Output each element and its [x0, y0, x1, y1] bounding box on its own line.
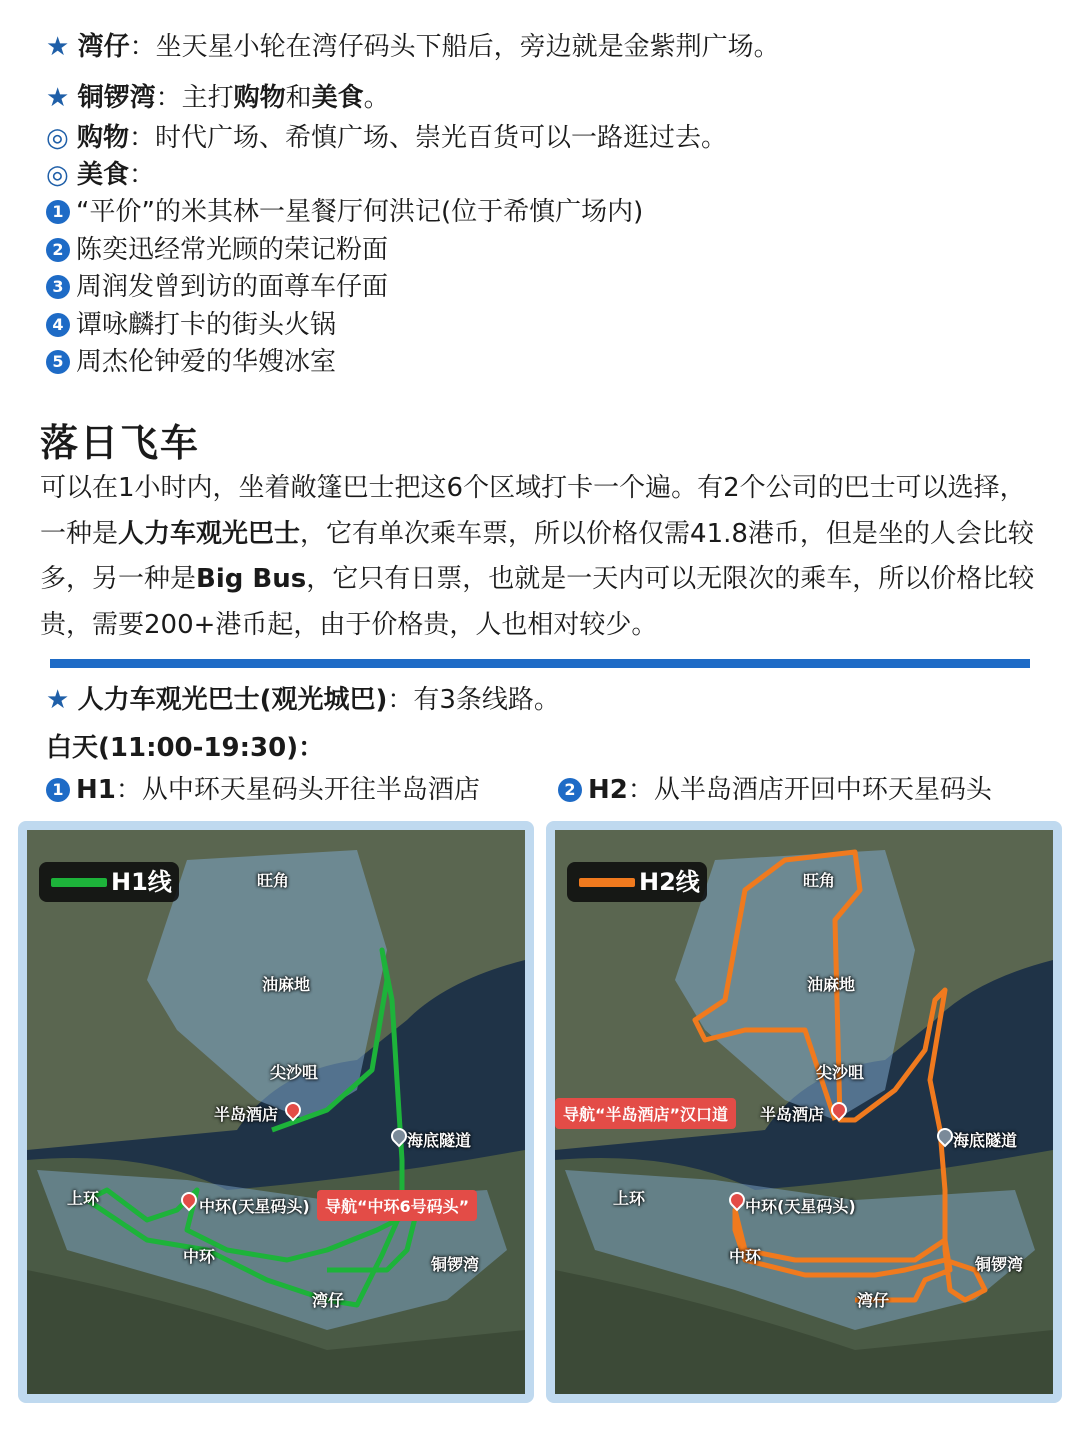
place-label: 中环	[729, 1247, 762, 1266]
bus-heading: ★ 人力车观光巴士(观光城巴)：有3条线路。	[46, 685, 560, 715]
number-badge-icon: 1	[46, 778, 70, 802]
food-item: 5 周杰伦钟爱的华嫂冰室	[46, 347, 336, 378]
intro-food: ◎ 美食：	[46, 160, 155, 190]
map-legend: H2线	[567, 862, 707, 902]
place-label: 湾仔	[312, 1291, 345, 1310]
star-icon: ★	[46, 83, 70, 113]
intro-shopping: ◎ 购物：时代广场、希慎广场、崇光百货可以一路逛过去。	[46, 123, 727, 153]
number-badge-icon: 4	[46, 313, 70, 337]
place-label: 中环(天星码头)	[745, 1197, 856, 1216]
place-label: 上环	[613, 1189, 646, 1208]
circle-bullet-icon: ◎	[46, 123, 69, 153]
food-item: 4 谭咏麟打卡的街头火锅	[46, 310, 336, 341]
place-label: 海底隧道	[953, 1131, 1018, 1150]
food-item: 2 陈奕迅经常光顾的荣记粉面	[46, 235, 388, 266]
food-item: 1 “平价”的米其林一星餐厅何洪记(位于希慎广场内)	[46, 197, 643, 228]
map-h2[interactable]	[546, 821, 1062, 1403]
place-label: 铜锣湾	[975, 1255, 1024, 1274]
number-badge-icon: 2	[558, 778, 582, 802]
place-label: 旺角	[803, 871, 836, 890]
place-label: 尖沙咀	[270, 1063, 319, 1082]
route-h2: 2 H2：从半岛酒店开回中环天星码头	[558, 775, 992, 806]
place-label: 中环(天星码头)	[199, 1197, 310, 1216]
map-legend: H1线	[39, 862, 179, 902]
place-label: 海底隧道	[407, 1131, 472, 1150]
circle-bullet-icon: ◎	[46, 160, 69, 190]
number-badge-icon: 1	[46, 200, 70, 224]
place-label: 半岛酒店	[760, 1105, 825, 1124]
number-badge-icon: 5	[46, 350, 70, 374]
nav-tag: 导航“中环6号码头”	[317, 1190, 477, 1221]
map-h1[interactable]	[18, 821, 534, 1403]
intro-cwb: ★ 铜锣湾：主打购物和美食。	[46, 83, 390, 113]
place-label: 油麻地	[262, 975, 311, 994]
place-label: 湾仔	[857, 1291, 890, 1310]
section-paragraph: 可以在1小时内，坐着敞篷巴士把这6个区域打卡一个遍。有2个公司的巴士可以选择，一种是人力车观光巴士，它有单次乘车票，所以价格仅需41.8港币，但是坐的人会比较多，另一种是Big Bus，它只有日票，也就是一天内可以无限次的乘车，所以价格比较贵，需要200+港币起，由于价格贵，人也相对较少。	[40, 473, 1035, 640]
star-icon: ★	[46, 32, 70, 62]
star-icon: ★	[46, 685, 70, 715]
place-label: 上环	[67, 1189, 100, 1208]
daytime-label: 白天(11:00-19:30)：	[46, 733, 325, 763]
food-item: 3 周润发曾到访的面尊车仔面	[46, 272, 388, 303]
divider	[50, 659, 1030, 668]
intro-wanchai: ★ 湾仔：坐天星小轮在湾仔码头下船后，旁边就是金紫荆广场。	[46, 32, 780, 62]
place-label: 半岛酒店	[214, 1105, 279, 1124]
route-h1: 1 H1：从中环天星码头开往半岛酒店	[46, 775, 480, 806]
section-title: 落日飞车	[40, 421, 201, 465]
number-badge-icon: 2	[46, 238, 70, 262]
place-label: 铜锣湾	[431, 1255, 480, 1274]
nav-tag: 导航“半岛酒店”汉口道	[555, 1098, 736, 1129]
place-label: 油麻地	[807, 975, 856, 994]
number-badge-icon: 3	[46, 275, 70, 299]
place-label: 尖沙咀	[816, 1063, 865, 1082]
place-label: 旺角	[257, 871, 290, 890]
place-label: 中环	[183, 1247, 216, 1266]
